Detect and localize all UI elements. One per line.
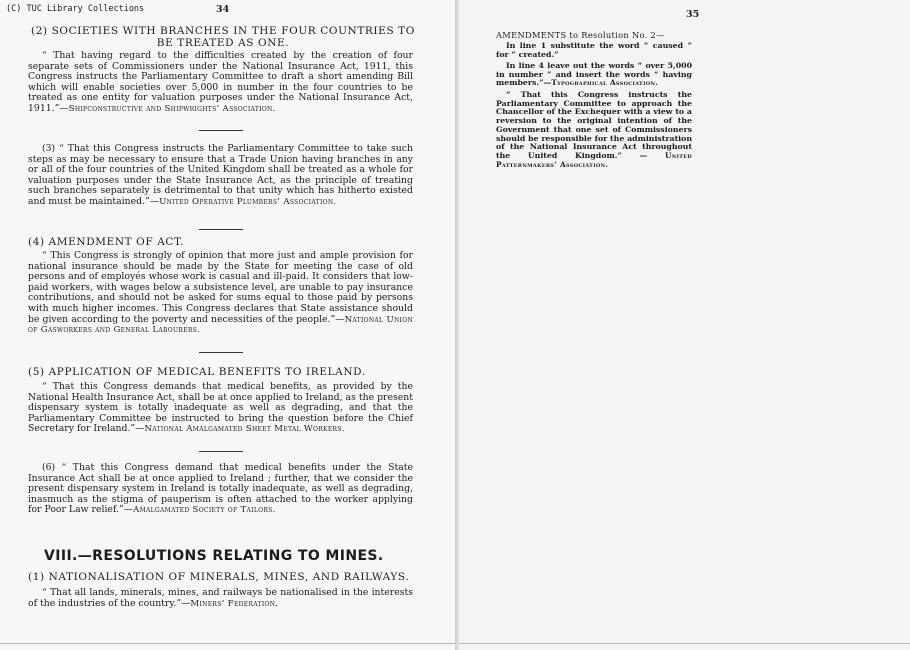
amendment-source: Typographical Association. (551, 78, 659, 88)
resolution-6-body (28, 463, 413, 516)
resolution-5-source: National Amalgamated Sheet Metal Workers. (144, 424, 345, 435)
resolution-2-text: “ That having regard to the difficulties created by the creation of four separate sets of Commissioners under the National Insurance Act, 1911, this Congress instructs the Parliamentary Committee to draft a short amending Bill which will enable societies over 5,000 in number in the four countries to be treated as one entity for valuation purposes under the National Insurance Act, 1911.”— (28, 50, 413, 114)
resolution-5-body (28, 382, 413, 435)
resolution-4-heading: (4) AMENDMENT OF ACT. (28, 236, 185, 248)
resolution-5-heading: (5) APPLICATION OF MEDICAL BENEFITS TO IRELAND. (28, 366, 366, 378)
resolution-2-source: Shipconstructive and Shipwrights’ Association. (68, 103, 276, 114)
amendments-heading: AMENDMENTS to Resolution No. 2— (496, 30, 665, 40)
divider-rule (199, 451, 243, 452)
page-number-right: 35 (686, 9, 700, 20)
resolution-3-source: United Operative Plumbers’ Association. (159, 196, 337, 207)
resolution-2-heading: (2) SOCIETIES WITH BRANCHES IN THE FOUR COUNTRIES TO BE TREATED AS ONE. (31, 25, 415, 49)
resolution-6-source: Amalgamated Society of Tailors. (133, 505, 276, 516)
amendment-paragraph (496, 91, 692, 169)
amendment-text: In line 4 leave out the words “ over 5,000 in number ” and insert the words “ having members.”— (496, 61, 692, 88)
resolution-3-body (28, 144, 413, 208)
mines-resolution-text: “ That all lands, minerals, mines, and railways be nationalised in the interests of the industries of the country.”— (28, 587, 413, 609)
right-page (459, 0, 910, 650)
resolution-4-body (28, 251, 413, 336)
resolution-4-text: “ This Congress is strongly of opinion that more just and ample provision for national insurance should be made by the State for meeting the case of old persons and of employés whose work is casual and ill-paid. It considers that low-paid workers, with wages below a subsistence level, are unable to pay insurance contributions, and should not be asked for sums equal to those paid by persons with much higher incomes. This Congress declares that State assistance should be given according to the poverty and necessities of the people.”— (28, 250, 413, 325)
section-heading: VIII.—RESOLUTIONS RELATING TO MINES. (44, 548, 384, 564)
mines-resolution-heading: (1) NATIONALISATION OF MINERALS, MINES, AND RAILWAYS. (28, 571, 410, 583)
page-bottom-edge (459, 643, 910, 644)
resolution-6-text: (6) “ That this Congress demand that medical benefits under the State Insurance Act shall be at once applied to Ireland ; further, that we consider the present dispensary system in Ireland is totally inadequate, as well as degrading, inasmuch as the stigma of pauperism is often attached to the worker applying for Poor Law relief.”— (28, 462, 413, 516)
amendment-source: United Patternmakers’ Association. (496, 150, 692, 169)
page-number-left: 34 (216, 4, 230, 15)
copyright-notice: (C) TUC Library Collections (6, 4, 145, 14)
divider-rule (199, 352, 243, 353)
resolution-5-text: “ That this Congress demands that medical benefits, as provided by the National Health Insurance Act, shall be at once applied to Ireland, as the present dispensary system is totally inadequate as well as degrading, and that the Parliamentary Committee be instructed to bring the question before the Chief Secretary for Ireland.”— (28, 381, 413, 435)
mines-resolution-source: Miners’ Federation. (190, 598, 279, 609)
amendment-text: In line 1 substitute the word “ caused ” for “ created.” (496, 41, 692, 59)
resolution-2-body (28, 51, 413, 115)
page-bottom-edge (0, 643, 455, 644)
amendment-text: “ That this Congress instructs the Parliamentary Committee to approach the Chancellor of the Exchequer with a view to a reversion to the original intention of the Government that one set of Commissioners should be responsible for the administration of the National Insurance Act throughout the United Kingdom.” — (496, 90, 692, 160)
divider-rule (199, 229, 243, 230)
amendment-paragraph (496, 62, 692, 88)
amendment-paragraph (496, 42, 692, 59)
resolution-3-text: (3) “ That this Congress instructs the Parliamentary Committee to take such steps as may be necessary to ensure that a Trade Union having branches in any or all of the four countries of the United Kingdom shall be treated as a whole for valuation purposes under the State Insurance Act, as the principle of treating such branches separately is detrimental to that unity which has hitherto existed and must be maintained.”— (28, 143, 413, 207)
divider-rule (199, 130, 243, 131)
mines-resolution-body (28, 588, 413, 609)
resolution-4-source: National Union of Gasworkers and General Labourers. (28, 314, 413, 336)
